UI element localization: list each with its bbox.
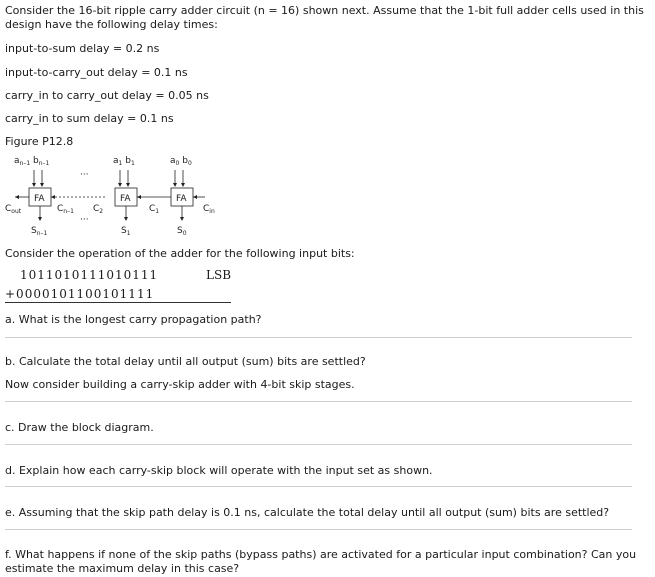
figure-label: Figure P12.8 — [5, 135, 74, 148]
divider — [5, 337, 632, 338]
dots-bottom: ··· — [80, 215, 89, 225]
intro-text: Consider the 16-bit ripple carry adder circuit (n = 16) shown next. Assume that the 1-bit full adder cells used in this design have the following delay times: — [5, 4, 644, 31]
divider — [5, 486, 632, 487]
question-f: f. What happens if none of the skip paths (bypass paths) are activated for a particular input combination? Can you estimate the maximum delay in this case? — [5, 548, 637, 575]
question-a: a. What is the longest carry propagation path? — [5, 313, 262, 326]
operation-text: Consider the operation of the adder for the following input bits: — [5, 247, 355, 260]
sum-label-s1: $S_1$ — [121, 226, 131, 237]
operand-1: 1011010111010111 — [20, 268, 159, 282]
question-b: b. Calculate the total delay until all output (sum) bits are settled? — [5, 355, 366, 368]
dots-top: ··· — [80, 170, 89, 180]
input-label-an1-bn1: $a_{n-1}$ $b_{n-1}$ — [14, 156, 50, 167]
divider — [5, 529, 632, 530]
cin-label: $C_{in}$ — [203, 204, 215, 215]
fa-label-msb: FA — [34, 194, 45, 204]
carry-label-cn1: $C_{n-1}$ — [57, 204, 74, 215]
ripple-carry-adder-diagram — [5, 152, 245, 242]
cout-label: $C_{out}$ — [5, 204, 22, 215]
carry-label-c1: $C_1$ — [149, 204, 160, 215]
delay-carry-in-to-carry-out: carry_in to carry_out delay = 0.05 ns — [5, 89, 209, 102]
question-c: c. Draw the block diagram. — [5, 421, 154, 434]
question-d: d. Explain how each carry-skip block will operate with the input set as shown. — [5, 464, 433, 477]
operand-2: +0000101100101111 — [5, 287, 155, 301]
sum-label-s0: $S_0$ — [177, 226, 187, 237]
input-label-a1-b1: $a_1$ $b_1$ — [113, 156, 135, 167]
sum-label-sn1: $S_{n-1}$ — [31, 226, 48, 237]
input-label-a0-b0: $a_0$ $b_0$ — [170, 156, 192, 167]
delay-input-to-sum: input-to-sum delay = 0.2 ns — [5, 42, 160, 55]
sum-underline — [5, 302, 231, 303]
delay-carry-in-to-sum: carry_in to sum delay = 0.1 ns — [5, 112, 174, 125]
divider — [5, 444, 632, 445]
fa-label-1: FA — [120, 194, 131, 204]
carry-skip-intro: Now consider building a carry-skip adder with 4-bit skip stages. — [5, 378, 355, 391]
carry-label-c2: $C_2$ — [93, 204, 104, 215]
fa-label-0: FA — [176, 194, 187, 204]
delay-input-to-carry-out: input-to-carry_out delay = 0.1 ns — [5, 66, 188, 79]
lsb-label: LSB — [206, 268, 232, 282]
question-e: e. Assuming that the skip path delay is 0.1 ns, calculate the total delay until all output (sum) bits are settled? — [5, 506, 610, 519]
divider — [5, 401, 632, 402]
